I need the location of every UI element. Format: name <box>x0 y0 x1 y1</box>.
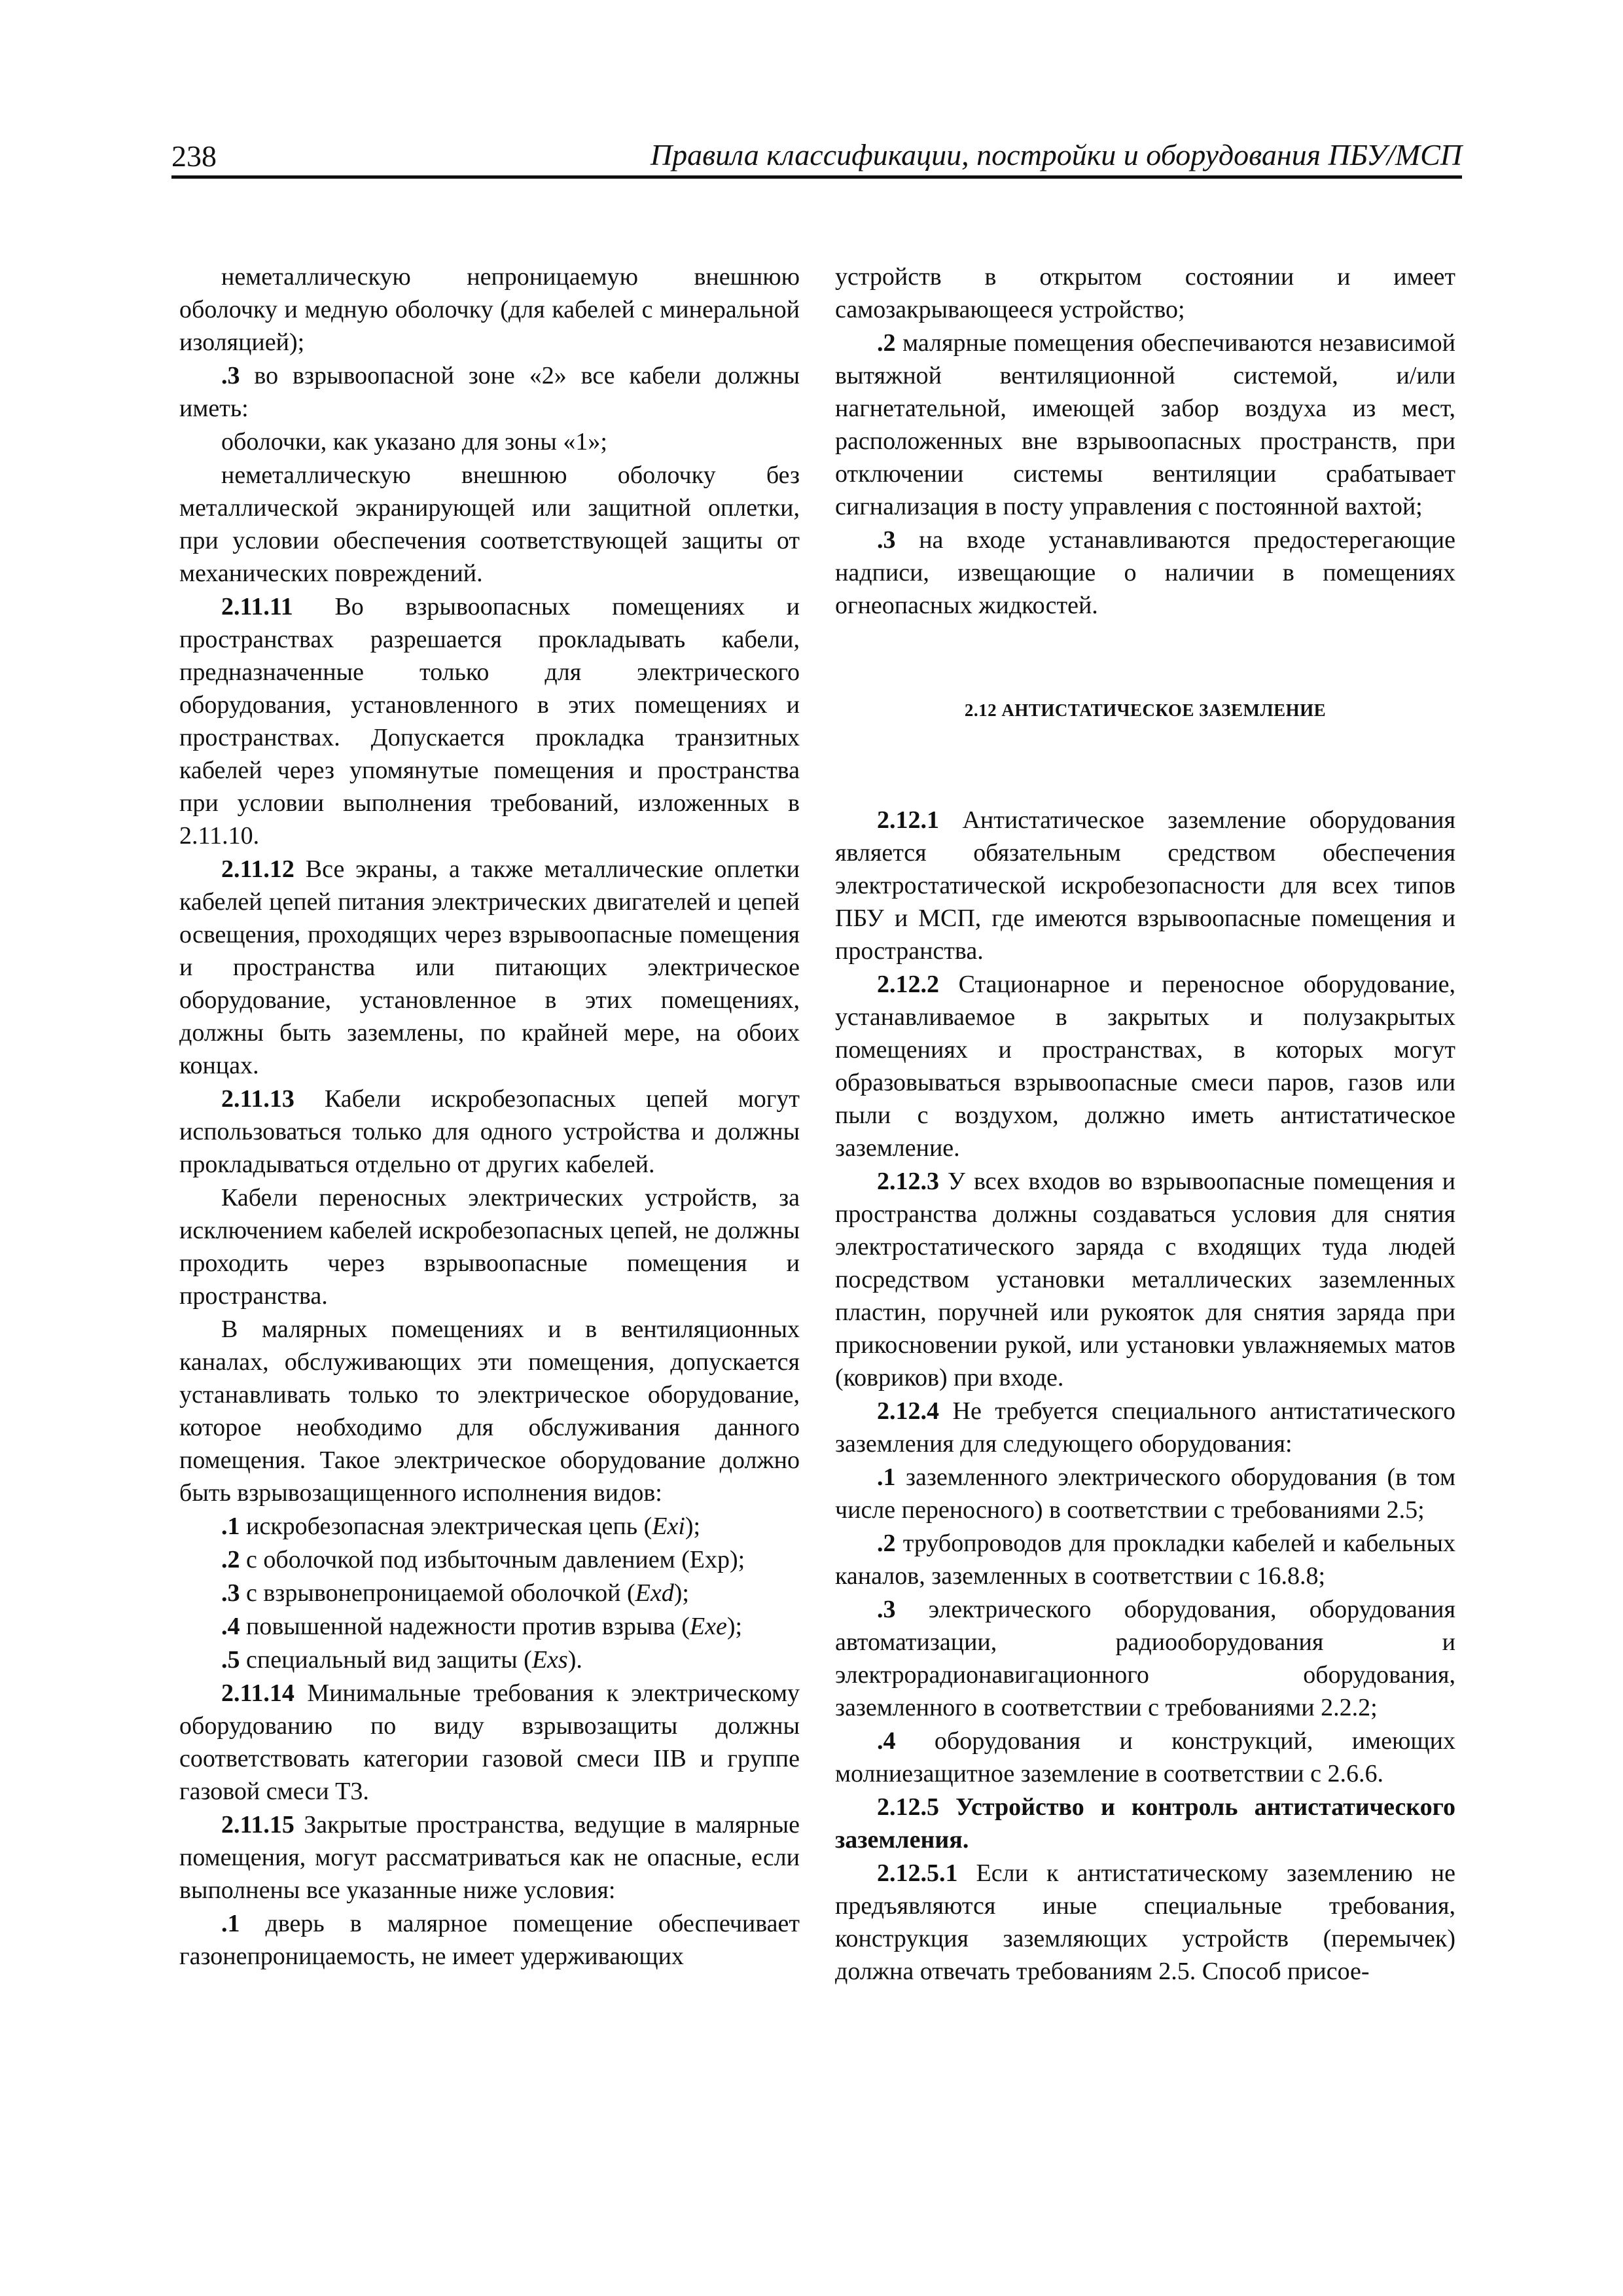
header-rule <box>171 175 1462 179</box>
item-number: .2 <box>221 1546 240 1573</box>
clause-number: 2.12.3 <box>877 1168 939 1195</box>
paragraph-text: Стационарное и переносное оборудование, устанавливаемое в закрытых и полузакрытых помещениях и пространствах, в которых могут образовываться взрывоопасные смеси паров, газов или пыли с воздухом, должно иметь антистатическое заземление. <box>835 971 1455 1162</box>
clause-number: 2.12.2 <box>877 971 939 998</box>
item-number: .5 <box>221 1646 240 1674</box>
paragraph <box>179 260 800 359</box>
paragraph <box>835 804 1455 967</box>
item-text-end: ); <box>685 1513 701 1540</box>
item-text: с оболочкой под избыточным давлением (Exp); <box>240 1546 745 1573</box>
protection-code: Exi <box>652 1513 685 1540</box>
protection-code: Exd <box>635 1579 674 1607</box>
paragraph-text: неметаллическую непроницаемую внешнюю оболочку и медную оболочку (для кабелей с минеральной изоляцией); <box>179 263 800 356</box>
item-number: .3 <box>877 1596 896 1623</box>
list-item <box>179 1610 800 1643</box>
item-text: искробезопасная электрическая цепь ( <box>240 1513 652 1540</box>
left-column <box>179 260 800 1973</box>
item-text: с взрывонепроницаемой оболочкой ( <box>240 1579 635 1607</box>
right-column <box>835 260 1455 1988</box>
paragraph-text: Антистатическое заземление оборудования является обязательным средством обеспечения электростатической искробезопасности для всех типов ПБУ и МСП, где имеются взрывоопасные помещения и пространства. <box>835 806 1455 965</box>
paragraph <box>179 1083 800 1181</box>
clause-number: 2.11.15 <box>221 1811 294 1839</box>
paragraph-text: неметаллическую внешнюю оболочку без металлической экранирующей или защитной оплетки, при условии обеспечения соответствующей защиты от механических повреждений. <box>179 461 800 587</box>
item-text-end: ). <box>567 1646 582 1674</box>
list-item <box>835 524 1455 622</box>
list-item <box>835 1527 1455 1592</box>
item-text: оборудования и конструкций, имеющих молниезащитное заземление в соответствии с 2.6.6. <box>835 1727 1455 1787</box>
paragraph-text: Не требуется специального антистатического заземления для следующего оборудования: <box>835 1397 1455 1458</box>
list-item <box>835 1461 1455 1526</box>
list-item <box>835 1593 1455 1724</box>
list-item <box>179 1510 800 1543</box>
item-text: повышенной надежности против взрыва ( <box>240 1613 690 1640</box>
list-item <box>179 1643 800 1676</box>
paragraph <box>835 968 1455 1164</box>
paragraph-text: Кабели переносных электрических устройств, за исключением кабелей искробезопасных цепей, не должны проходить через взрывоопасные помещения и пространства. <box>179 1184 800 1310</box>
paragraph-text: во взрывоопасной зоне «2» все кабели должны иметь: <box>179 362 800 422</box>
item-number: .1 <box>877 1463 896 1491</box>
item-number: .3 <box>877 526 896 554</box>
clause-number: 2.11.14 <box>221 1679 294 1707</box>
clause-number: 2.11.12 <box>221 855 294 883</box>
paragraph <box>179 590 800 852</box>
paragraph-text: Закрытые пространства, ведущие в малярные помещения, могут рассматриваться как не опасные, если выполнены все указанные ниже условия: <box>179 1811 800 1904</box>
paragraph <box>835 260 1455 326</box>
clause-number: 2.12.5.1 <box>877 1859 958 1887</box>
clause-number: 2.12.4 <box>877 1397 939 1425</box>
item-text: заземленного электрического оборудования (в том числе переносного) в соответствии с требованиями 2.5; <box>835 1463 1455 1524</box>
clause-number: 2.11.11 <box>221 593 293 620</box>
paragraph <box>179 1677 800 1808</box>
item-number: .1 <box>221 1513 240 1540</box>
paragraph <box>179 1181 800 1312</box>
item-number: .3 <box>221 1579 240 1607</box>
protection-code: Exs <box>531 1646 568 1674</box>
item-text: дверь в малярное помещение обеспечивает газонепроницаемость, не имеет удерживающих <box>179 1910 800 1970</box>
paragraph-text: В малярных помещениях и в вентиляционных каналах, обслуживающих эти помещения, допускается устанавливать только то электрическое оборудование, которое необходимо для обслуживания данного помещения. Такое электрическое оборудование должно быть взрывозащищенного исполнения видов: <box>179 1316 800 1507</box>
list-item <box>179 1543 800 1576</box>
item-text: малярные помещения обеспечиваются независимой вытяжной вентиляционной системой, и/или нагнетательной, имеющей забор воздуха из мест, расположенных вне взрывоопасных пространств, при отключении системы вентиляции срабатывает сигнализация в посту управления с постоянной вахтой; <box>835 329 1455 520</box>
item-number: .3 <box>221 362 240 389</box>
subsection-heading <box>835 1791 1455 1856</box>
page-number: 238 <box>171 139 217 173</box>
paragraph <box>835 1857 1455 1988</box>
paragraph <box>179 459 800 590</box>
item-text: электрического оборудования, оборудования автоматизации, радиооборудования и электрорадионавигационного оборудования, заземленного в соответствии с требованиями 2.2.2; <box>835 1596 1455 1721</box>
paragraph-text: Минимальные требования к электрическому оборудованию по виду взрывозащиты должны соответствовать категории газовой смеси IIB и группе газовой смеси Т3. <box>179 1679 800 1805</box>
paragraph <box>179 1808 800 1907</box>
item-text: на входе устанавливаются предостерегающие надписи, извещающие о наличии в помещениях огнеопасных жидкостей. <box>835 526 1455 619</box>
paragraph-text: оболочки, как указано для зоны «1»; <box>221 428 607 456</box>
list-item <box>835 327 1455 523</box>
list-item <box>179 1907 800 1973</box>
paragraph <box>179 853 800 1082</box>
item-text: трубопроводов для прокладки кабелей и кабельных каналов, заземленных в соответствии с 16.8.8; <box>835 1530 1455 1590</box>
clause-number: 2.11.13 <box>221 1085 294 1113</box>
item-number: .4 <box>877 1727 896 1755</box>
paragraph-text: Все экраны, а также металлические оплетки кабелей цепей питания электрических двигателей и цепей освещения, проходящих через взрывоопасные помещения и пространства или питающих электрическое оборудование, установленное в этих помещениях, должны быть заземлены, по крайней мере, на обоих концах. <box>179 855 800 1079</box>
item-number: .2 <box>877 1530 896 1557</box>
paragraph <box>179 1313 800 1509</box>
paragraph <box>179 425 800 458</box>
item-text: специальный вид защиты ( <box>240 1646 532 1674</box>
item-text-end: ); <box>673 1579 689 1607</box>
clause-number: 2.12.1 <box>877 806 939 834</box>
protection-code: Exe <box>689 1613 727 1640</box>
running-title: Правила классификации, постройки и оборудования ПБУ/МСП <box>650 138 1462 171</box>
paragraph-text: Кабели искробезопасных цепей могут использоваться только для одного устройства и должны прокладываться отдельно от других кабелей. <box>179 1085 800 1178</box>
paragraph-text: У всех входов во взрывоопасные помещения и пространства должны создаваться условия для снятия электростатического заряда с входящих туда людей посредством установки металлических заземленных пластин, поручней или рукояток для снятия заряда при прикосновении рукой, или установки увлажняемых матов (ковриков) при входе. <box>835 1168 1455 1391</box>
paragraph-text: Во взрывоопасных помещениях и пространствах разрешается прокладывать кабели, предназначенные только для электрического оборудования, установленного в этих помещениях и пространствах. Допускается прокладка транзитных кабелей через упомянутые помещения и пространства при условии выполнения требований, изложенных в 2.11.10. <box>179 593 800 850</box>
item-number: .2 <box>877 329 896 357</box>
list-item <box>835 1725 1455 1790</box>
section-heading: 2.12 АНТИСТАТИЧЕСКОЕ ЗАЗЕМЛЕНИЕ <box>964 700 1327 720</box>
paragraph <box>835 1165 1455 1394</box>
item-number: .4 <box>221 1613 240 1640</box>
item-number: .1 <box>221 1910 240 1937</box>
item-text-end: ); <box>726 1613 743 1640</box>
paragraph-text: устройств в открытом состоянии и имеет самозакрывающееся устройство; <box>835 263 1455 323</box>
list-item <box>179 1577 800 1609</box>
paragraph <box>179 359 800 425</box>
paragraph-text: Если к антистатическому заземлению не предъявляются иные специальные требования, конструкция заземляющих устройств (перемычек) должна отвечать требованиям 2.5. Способ присое- <box>835 1859 1455 1985</box>
subsection-heading-text: 2.12.5 Устройство и контроль антистатического заземления. <box>835 1793 1455 1854</box>
paragraph <box>835 1395 1455 1460</box>
